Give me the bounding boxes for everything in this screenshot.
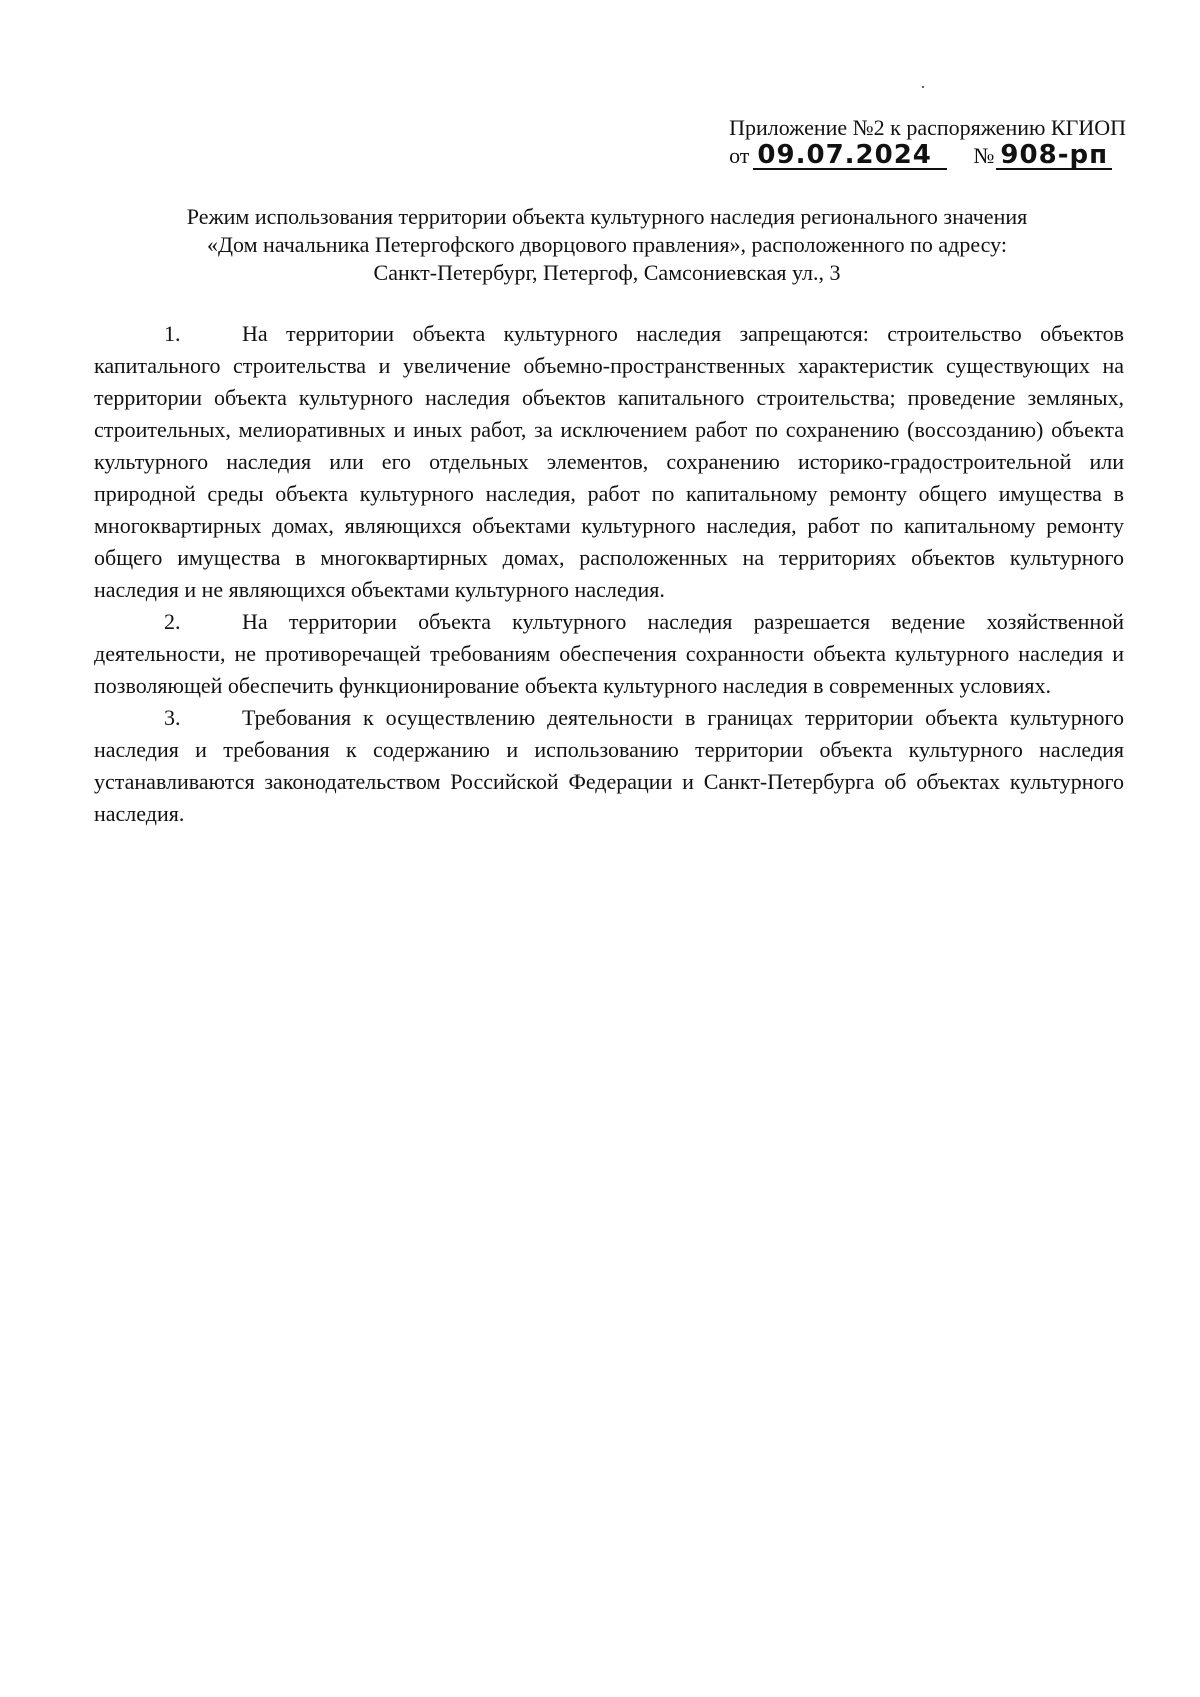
paragraph-3 [94,702,1124,830]
paragraph-1-text: На территории объекта культурного наследия запрещаются: строительство объектов капитального строительства и увеличение объемно-пространственных характеристик существующих на территории объекта культурного наследия объектов капитального строительства; проведение земляных, строительных, мелиоративных и иных работ, за исключением работ по сохранению (воссозданию) объекта культурного наследия или его отдельных элементов, сохранению историко-градостроительной или природной среды объекта культурного наследия, работ по капитальному ремонту общего имущества в многоквартирных домах, являющихся объектами культурного наследия, работ по капитальному ремонту общего имущества в многоквартирных домах, расположенных на территориях объектов культурного наследия и не являющихся объектами культурного наследия. [94,321,1124,602]
paragraph-2-text: На территории объекта культурного наследия разрешается ведение хозяйственной деятельности, не противоречащей требованиям обеспечения сохранности объекта культурного наследия и позволяющей обеспечить функционирование объекта культурного наследия в современных условиях. [94,609,1124,698]
document-body [94,318,1124,830]
title-line-3: Санкт-Петербург, Петергоф, Самсониевская ул., 3 [373,260,841,285]
scan-artifact-dot [922,86,924,88]
appendix-title: Приложение №2 к распоряжению КГИОП [729,115,1126,140]
paragraph-1 [94,318,1124,606]
title-line-1: Режим использования территории объекта культурного наследия регионального значения [186,204,1028,229]
paragraph-3-number: 3. [164,705,181,730]
paragraph-3-text: Требования к осуществлению деятельности в границах территории объекта культурного наследия и требования к содержанию и использованию территории объекта культурного наследия устанавливаются законодательством Российской Федерации и Санкт-Петербурга об объектах культурного наследия. [94,705,1124,826]
handwritten-number: 908-рп [996,142,1112,170]
title-line-2: «Дом начальника Петергофского дворцового правления», расположенного по адресу: [207,232,1007,257]
handwritten-date: 09.07.2024 [753,142,947,170]
number-sign: № [973,143,995,168]
paragraph-2 [94,606,1124,702]
appendix-date-number-line [729,142,1126,170]
document-title [94,203,1120,287]
from-label: от [729,143,750,168]
appendix-header [729,114,1126,170]
paragraph-1-number: 1. [164,321,181,346]
paragraph-2-number: 2. [164,609,181,634]
